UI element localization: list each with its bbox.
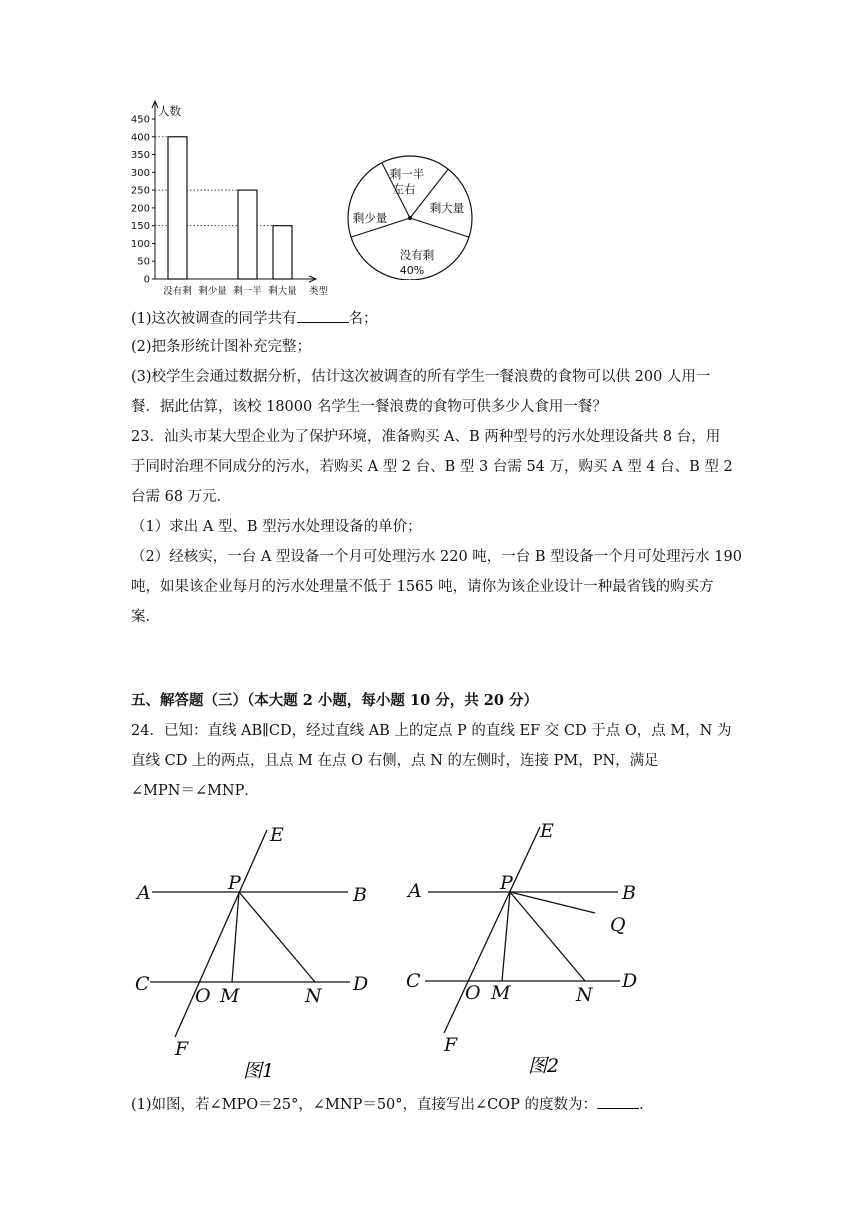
y-tick-label: 200 [130, 203, 150, 215]
question-23-line1: 23．汕头市某大型企业为了保护环境，准备购买 A、B 两种型号的污水处理设备共 8 台，用 [131, 429, 721, 445]
label-f: F [175, 1038, 189, 1060]
segment-pn [239, 892, 315, 982]
category-label: 没有剩 [163, 286, 192, 297]
label-n: N [576, 984, 593, 1006]
label-e: E [540, 820, 554, 842]
question-23-line2: 于同时治理不同成分的污水，若购买 A 型 2 台、B 型 3 台需 54 万，购买 A 型 4 台、B 型 2 [131, 459, 733, 475]
label-f: F [444, 1034, 458, 1056]
question-text: 名； [348, 311, 378, 327]
label-a: A [137, 882, 151, 904]
label-d: D [622, 970, 638, 992]
label-b: B [622, 882, 636, 904]
bar [273, 226, 292, 279]
y-tick-label: 150 [130, 221, 150, 233]
category-label: 剩一半 [233, 286, 262, 297]
pie-percent-none: 40% [399, 264, 425, 277]
question-24-1 [131, 1094, 644, 1115]
label-o: O [465, 982, 481, 1004]
pie-label-little: 剩少量 [352, 211, 388, 225]
label-d: D [353, 973, 369, 995]
figure-1-caption: 图1 [243, 1060, 275, 1082]
pie-label-large: 剩大量 [429, 201, 465, 215]
label-c: C [135, 973, 150, 995]
label-e: E [270, 824, 284, 846]
label-c: C [406, 970, 421, 992]
question-23-2-line3: 案． [131, 609, 160, 625]
segment-pq [510, 892, 595, 913]
y-tick-label: 350 [130, 150, 150, 162]
label-a: A [408, 880, 422, 902]
x-axis-label: 类型 [309, 286, 329, 297]
pie-label-none: 没有剩 [399, 248, 435, 262]
label-p: P [228, 872, 241, 894]
question-23-line3: 台需 68 万元． [131, 489, 232, 505]
label-o: O [195, 985, 211, 1007]
segment-pn [510, 892, 585, 981]
pie-label-half-line2: 左右 [392, 182, 416, 196]
y-tick-label: 400 [130, 132, 150, 144]
question-22-3-line2: 餐．据此估算，该校 18000 名学生一餐浪费的食物可供多少人食用一餐？ [131, 399, 607, 415]
question-24-line2: 直线 CD 上的两点，且点 M 在点 O 右侧，点 N 的左侧时，连接 PM，PN，满足 [131, 753, 659, 769]
bar [168, 137, 187, 279]
y-tick-label: 300 [130, 167, 150, 179]
category-label: 剩少量 [198, 286, 227, 297]
label-q: Q [610, 914, 626, 936]
figure-1-labels [135, 824, 368, 1060]
question-text: (1)这次被调查的同学共有 [131, 311, 297, 327]
answer-blank [297, 308, 349, 323]
pie-center [408, 216, 412, 220]
question-22-3-line1: (3)校学生会通过数据分析，估计这次被调查的所有学生一餐浪费的食物可以供 200 人用一 [131, 369, 711, 385]
y-tick-label: 450 [130, 114, 150, 126]
figure-2-caption: 图2 [528, 1055, 560, 1077]
label-m: M [491, 982, 511, 1004]
y-tick-label: 50 [137, 256, 150, 268]
pie-chart [340, 150, 480, 280]
question-text: (1)如图，若∠MPO＝25°，∠MNP＝50°，直接写出∠COP 的度数为： [131, 1097, 598, 1113]
y-tick-label: 0 [143, 274, 150, 286]
geometry-figures [120, 815, 660, 1090]
question-22-2: (2)把条形统计图补充完整； [131, 339, 312, 355]
label-p: P [500, 872, 513, 894]
pie-label-half: 剩一半 [389, 167, 425, 181]
y-tick-label: 250 [130, 185, 150, 197]
question-text: . [639, 1097, 644, 1113]
question-23-2-line1: （2）经核实，一台 A 型设备一个月可处理污水 220 吨，一台 B 型设备一个月可处理污水 190 [131, 549, 742, 565]
y-tick-label: 100 [130, 238, 150, 250]
answer-blank [597, 1094, 639, 1109]
bar-chart [120, 96, 335, 301]
y-axis-label: 人数 [158, 104, 181, 118]
question-24-line3: ∠MPN＝∠MNP． [131, 783, 259, 799]
section-heading: 五、解答题（三）（本大题 2 小题，每小题 10 分，共 20 分） [131, 692, 538, 709]
figure-2-labels [406, 820, 637, 1056]
label-n: N [305, 985, 322, 1007]
question-23-2-line2: 吨，如果该企业每月的污水处理量不低于 1565 吨，请你为该企业设计一种最省钱的购买方 [131, 579, 714, 595]
label-m: M [220, 985, 240, 1007]
question-22-1 [131, 308, 378, 329]
category-label: 剩大量 [268, 286, 297, 297]
question-23-1: （1）求出 A 型、B 型污水处理设备的单价； [131, 519, 422, 535]
bar [238, 190, 257, 279]
label-b: B [353, 884, 367, 906]
question-24-line1: 24．已知：直线 AB∥CD，经过直线 AB 上的定点 P 的直线 EF 交 CD 于点 O，点 M，N 为 [131, 723, 732, 739]
